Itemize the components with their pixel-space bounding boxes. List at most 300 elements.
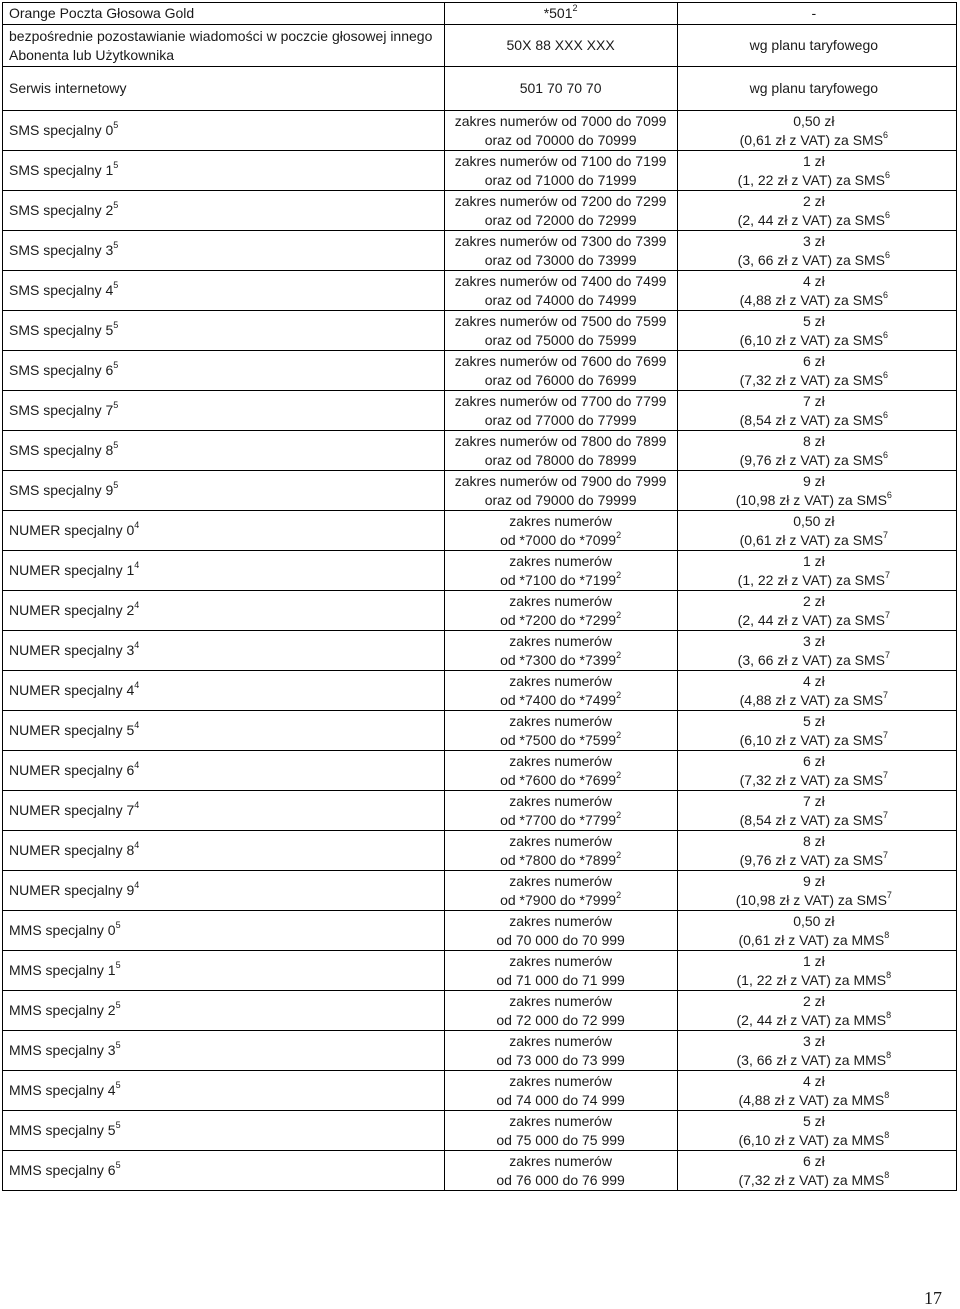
number-range-text: oraz od 78000 do 78999 [484, 451, 637, 468]
table-row [3, 67, 957, 111]
price-gross-line [678, 531, 950, 550]
service-name-cell [3, 431, 445, 471]
price-gross: (1, 22 zł z VAT) za SMS [737, 571, 885, 588]
price-cell [677, 311, 956, 351]
price-gross: (7,32 zł z VAT) za SMS [739, 371, 884, 388]
table-row [3, 791, 957, 831]
pricing-table [2, 2, 957, 1191]
number-range-line2 [451, 891, 671, 910]
table-row [3, 351, 957, 391]
number-range-cell [444, 1111, 677, 1151]
table-row [3, 1111, 957, 1151]
price-cell [677, 951, 956, 991]
price-gross: (3, 66 zł z VAT) za SMS [737, 251, 885, 268]
table-row [3, 551, 957, 591]
footnote-marker: 4 [134, 880, 140, 890]
service-name: NUMER specjalny 5 [9, 722, 135, 738]
price-cell [677, 911, 956, 951]
number-range-text: od *7800 do *7899 [500, 851, 617, 868]
number-range-line1: zakres numerów [509, 1112, 612, 1129]
footnote-marker: 5 [113, 440, 119, 450]
service-name-cell [3, 271, 445, 311]
table-row [3, 391, 957, 431]
price-gross-line [678, 731, 950, 750]
price-gross: (2, 44 zł z VAT) za MMS [736, 1011, 887, 1028]
price-gross-line [678, 371, 950, 390]
footnote-marker: 7 [884, 649, 890, 660]
footnote-marker: 2 [572, 3, 578, 13]
price-cell [677, 111, 956, 151]
number-range-line2 [451, 291, 671, 310]
number-range-text: od *7700 do *7799 [500, 811, 617, 828]
number-range-line2 [451, 1131, 671, 1150]
price-gross: (8,54 zł z VAT) za SMS [739, 811, 884, 828]
table-row [3, 231, 957, 271]
price-gross: (9,76 zł z VAT) za SMS [739, 851, 884, 868]
service-name: NUMER specjalny 7 [9, 802, 135, 818]
price-cell [677, 1111, 956, 1151]
price-net: 5 zł [802, 1112, 825, 1129]
footnote-marker: 5 [113, 280, 119, 290]
table-row [3, 3, 957, 25]
service-name: SMS specjalny 2 [9, 202, 114, 218]
number-range-line1: zakres numerów [509, 1072, 612, 1089]
number-range-line2 [451, 1011, 671, 1030]
number-range-line1: zakres numerów od 7300 do 7399 [454, 232, 667, 249]
price-gross-line [678, 1051, 950, 1070]
footnote-marker: 7 [884, 569, 890, 580]
number-range-cell [444, 631, 677, 671]
price-cell [677, 791, 956, 831]
number-range-line2 [451, 931, 671, 950]
price-gross-line [678, 1131, 950, 1150]
footnote-marker: 6 [884, 249, 890, 260]
price-cell [677, 871, 956, 911]
number-range-cell [444, 311, 677, 351]
number-range-line2 [451, 211, 671, 230]
number-range-line2 [451, 491, 671, 510]
pricing-table-body [3, 3, 957, 1191]
number-range-line2 [451, 651, 671, 670]
number-range-cell [444, 271, 677, 311]
number-range-line2 [451, 371, 671, 390]
price-gross-line [678, 611, 950, 630]
price-gross-line [678, 251, 950, 270]
price-gross: (4,88 zł z VAT) za MMS [738, 1091, 885, 1108]
price-gross-line [678, 571, 950, 590]
footnote-marker: 6 [883, 329, 889, 340]
table-row [3, 831, 957, 871]
number-range-line1: zakres numerów [509, 512, 612, 529]
price-cell [677, 67, 956, 111]
number-range-line1: zakres numerów [509, 1152, 612, 1169]
price-gross-line [678, 131, 950, 150]
table-row [3, 151, 957, 191]
price-net: 2 zł [802, 592, 825, 609]
footnote-marker: 5 [115, 920, 121, 930]
price-net: 1 zł [802, 952, 825, 969]
number-range-text: od *7200 do *7299 [500, 611, 617, 628]
price-cell [677, 1151, 956, 1191]
service-name: MMS specjalny 0 [9, 922, 116, 938]
footnote-marker: 5 [115, 1160, 121, 1170]
footnote-marker: 8 [884, 1089, 890, 1100]
number-range-text: od 72 000 do 72 999 [496, 1011, 625, 1028]
footnote-marker: 4 [134, 600, 140, 610]
footnote-marker: 6 [883, 369, 889, 380]
number-range-cell [444, 511, 677, 551]
price-cell [677, 991, 956, 1031]
price-cell [677, 591, 956, 631]
price-net: 6 zł [802, 752, 825, 769]
price-net: 4 zł [802, 272, 825, 289]
number-range-line2 [451, 331, 671, 350]
footnote-marker: 4 [134, 840, 140, 850]
footnote-marker: 5 [113, 200, 119, 210]
service-name: MMS specjalny 4 [9, 1082, 116, 1098]
number-range-cell [444, 951, 677, 991]
footnote-marker: 2 [616, 769, 622, 780]
footnote-marker: 7 [883, 769, 889, 780]
service-name: bezpośrednie pozostawianie wiadomości w poczcie głosowej innego Abonenta lub Użytkownika [9, 27, 433, 63]
number-range-line1: zakres numerów [509, 792, 612, 809]
number-range-line2 [451, 851, 671, 870]
service-name-cell [3, 151, 445, 191]
footnote-marker: 2 [616, 689, 622, 700]
price-gross: (3, 66 zł z VAT) za SMS [737, 651, 885, 668]
number-range-text: oraz od 73000 do 73999 [484, 251, 637, 268]
number-range-line1: zakres numerów od 7900 do 7999 [454, 472, 667, 489]
price-gross-line [678, 851, 950, 870]
number-cell [444, 3, 677, 25]
number-range-text: od 71 000 do 71 999 [496, 971, 625, 988]
number-range-text: oraz od 77000 do 77999 [484, 411, 637, 428]
table-row [3, 911, 957, 951]
price-gross: (6,10 zł z VAT) za SMS [739, 731, 884, 748]
table-row [3, 991, 957, 1031]
price-net: 0,50 zł [793, 912, 835, 929]
number-range-line1: zakres numerów [509, 872, 612, 889]
price-gross-line [678, 171, 950, 190]
service-name: NUMER specjalny 9 [9, 882, 135, 898]
table-row [3, 751, 957, 791]
price-net: 8 zł [802, 432, 825, 449]
number-range-text: od 75 000 do 75 999 [496, 1131, 625, 1148]
price-gross: (0,61 zł z VAT) za MMS [738, 931, 885, 948]
price-cell [677, 231, 956, 271]
footnote-marker: 6 [884, 169, 890, 180]
number-range-line1: zakres numerów od 7600 do 7699 [454, 352, 667, 369]
price-net: 6 zł [802, 1152, 825, 1169]
price-net: 5 zł [802, 712, 825, 729]
footnote-marker: 4 [134, 560, 140, 570]
footnote-marker: 6 [883, 129, 889, 140]
price-gross: (6,10 zł z VAT) za MMS [738, 1131, 885, 1148]
price-gross-line [678, 891, 950, 910]
price-gross-line [678, 1091, 950, 1110]
service-name-cell [3, 231, 445, 271]
footnote-marker: 4 [134, 800, 140, 810]
footnote-marker: 8 [884, 1129, 890, 1140]
footnote-marker: 2 [616, 889, 622, 900]
service-name: NUMER specjalny 0 [9, 522, 135, 538]
number-range-line1: zakres numerów [509, 1032, 612, 1049]
number-range-line1: zakres numerów [509, 552, 612, 569]
service-name-cell [3, 951, 445, 991]
footnote-marker: 8 [886, 969, 892, 980]
footnote-marker: 7 [886, 889, 892, 900]
number-range-cell [444, 831, 677, 871]
footnote-marker: 8 [886, 1009, 892, 1020]
number-range-cell [444, 911, 677, 951]
number-range-cell [444, 791, 677, 831]
table-row [3, 951, 957, 991]
price-cell [677, 271, 956, 311]
table-row [3, 111, 957, 151]
number-range-cell [444, 151, 677, 191]
price-net: 4 zł [802, 1072, 825, 1089]
price-cell [677, 351, 956, 391]
number-range-cell [444, 1071, 677, 1111]
service-name: NUMER specjalny 2 [9, 602, 135, 618]
service-name-cell [3, 991, 445, 1031]
number-range-text: od 76 000 do 76 999 [496, 1171, 625, 1188]
price-cell [677, 191, 956, 231]
price-gross: (1, 22 zł z VAT) za SMS [737, 171, 885, 188]
number-range-cell [444, 351, 677, 391]
table-row [3, 431, 957, 471]
footnote-marker: 2 [616, 729, 622, 740]
price-net: 9 zł [802, 872, 825, 889]
number-range-line2 [451, 691, 671, 710]
footnote-marker: 5 [113, 360, 119, 370]
number-range-cell [444, 671, 677, 711]
service-number: 501 70 70 70 [519, 80, 602, 96]
price-gross-line [678, 971, 950, 990]
service-name: MMS specjalny 6 [9, 1162, 116, 1178]
table-row [3, 471, 957, 511]
footnote-marker: 2 [616, 849, 622, 860]
service-name-cell [3, 671, 445, 711]
price-gross-line [678, 211, 950, 230]
price-cell [677, 711, 956, 751]
footnote-marker: 5 [113, 160, 119, 170]
price-gross: (3, 66 zł z VAT) za MMS [736, 1051, 887, 1068]
price-cell [677, 471, 956, 511]
price-gross: (2, 44 zł z VAT) za SMS [737, 611, 885, 628]
price-gross-line [678, 331, 950, 350]
price-net: 2 zł [802, 992, 825, 1009]
service-name: Serwis internetowy [9, 80, 127, 96]
service-name-cell [3, 791, 445, 831]
service-name: SMS specjalny 3 [9, 242, 114, 258]
number-range-text: oraz od 75000 do 75999 [484, 331, 637, 348]
number-range-text: od *7900 do *7999 [500, 891, 617, 908]
service-name-cell [3, 631, 445, 671]
service-name: MMS specjalny 1 [9, 962, 116, 978]
service-name-cell [3, 871, 445, 911]
price-cell [677, 431, 956, 471]
number-range-text: od 73 000 do 73 999 [496, 1051, 625, 1068]
number-range-line2 [451, 971, 671, 990]
number-range-line1: zakres numerów [509, 712, 612, 729]
price-gross-line [678, 411, 950, 430]
footnote-marker: 7 [883, 529, 889, 540]
number-range-cell [444, 231, 677, 271]
number-range-text: od 70 000 do 70 999 [496, 931, 625, 948]
price-net: 8 zł [802, 832, 825, 849]
service-name-cell [3, 67, 445, 111]
number-range-text: od *7600 do *7699 [500, 771, 617, 788]
service-name: NUMER specjalny 8 [9, 842, 135, 858]
price-gross: (4,88 zł z VAT) za SMS [739, 291, 884, 308]
footnote-marker: 4 [134, 680, 140, 690]
price-net: 3 zł [802, 232, 825, 249]
footnote-marker: 5 [115, 1040, 121, 1050]
service-name: SMS specjalny 9 [9, 482, 114, 498]
price-gross-line [678, 771, 950, 790]
price-gross: (1, 22 zł z VAT) za MMS [736, 971, 887, 988]
number-range-cell [444, 471, 677, 511]
table-row [3, 671, 957, 711]
number-range-text: oraz od 72000 do 72999 [484, 211, 637, 228]
price-gross-line [678, 1011, 950, 1030]
table-row [3, 271, 957, 311]
footnote-marker: 6 [883, 289, 889, 300]
number-range-cell [444, 551, 677, 591]
number-range-cell [444, 191, 677, 231]
footnote-marker: 7 [883, 849, 889, 860]
footnote-marker: 5 [113, 120, 119, 130]
service-name: SMS specjalny 7 [9, 402, 114, 418]
number-range-line1: zakres numerów [509, 912, 612, 929]
price-cell [677, 1031, 956, 1071]
price-cell [677, 3, 956, 25]
price-gross: (8,54 zł z VAT) za SMS [739, 411, 884, 428]
service-name-cell [3, 751, 445, 791]
footnote-marker: 6 [884, 209, 890, 220]
price-cell [677, 1071, 956, 1111]
service-name: NUMER specjalny 4 [9, 682, 135, 698]
number-range-line1: zakres numerów [509, 632, 612, 649]
footnote-marker: 7 [883, 729, 889, 740]
price-gross: (10,98 zł z VAT) za SMS [735, 891, 887, 908]
footnote-marker: 2 [616, 529, 622, 540]
service-name-cell [3, 1111, 445, 1151]
table-row [3, 711, 957, 751]
number-range-line2 [451, 611, 671, 630]
number-range-text: oraz od 70000 do 70999 [484, 131, 637, 148]
footnote-marker: 8 [884, 1169, 890, 1180]
number-range-text: oraz od 74000 do 74999 [484, 291, 637, 308]
number-range-cell [444, 991, 677, 1031]
price-gross: (7,32 zł z VAT) za SMS [739, 771, 884, 788]
number-range-line1: zakres numerów od 7400 do 7499 [454, 272, 667, 289]
price-net: 7 zł [802, 792, 825, 809]
service-name: SMS specjalny 1 [9, 162, 114, 178]
price-cell [677, 25, 956, 67]
number-range-line1: zakres numerów [509, 992, 612, 1009]
number-range-text: oraz od 79000 do 79999 [484, 491, 637, 508]
price-cell [677, 511, 956, 551]
service-number: *501 [543, 5, 573, 21]
number-range-text: od *7500 do *7599 [500, 731, 617, 748]
price-gross: (9,76 zł z VAT) za SMS [739, 451, 884, 468]
service-name-cell [3, 391, 445, 431]
number-range-line2 [451, 1091, 671, 1110]
footnote-marker: 7 [883, 809, 889, 820]
number-range-line2 [451, 531, 671, 550]
footnote-marker: 5 [113, 240, 119, 250]
service-name-cell [3, 471, 445, 511]
table-row [3, 191, 957, 231]
service-name: NUMER specjalny 6 [9, 762, 135, 778]
service-name-cell [3, 25, 445, 67]
number-range-line2 [451, 811, 671, 830]
service-name-cell [3, 111, 445, 151]
number-range-text: od 74 000 do 74 999 [496, 1091, 625, 1108]
footnote-marker: 5 [115, 960, 121, 970]
number-range-line1: zakres numerów od 7800 do 7899 [454, 432, 667, 449]
price-net: 3 zł [802, 1032, 825, 1049]
price-cell [677, 151, 956, 191]
price-gross-line [678, 291, 950, 310]
service-name-cell [3, 3, 445, 25]
price-gross-line [678, 1171, 950, 1190]
number-range-line1: zakres numerów od 7500 do 7599 [454, 312, 667, 329]
footnote-marker: 5 [113, 320, 119, 330]
service-name: MMS specjalny 5 [9, 1122, 116, 1138]
service-name-cell [3, 1071, 445, 1111]
table-row [3, 311, 957, 351]
footnote-marker: 7 [884, 609, 890, 620]
number-range-text: oraz od 76000 do 76999 [484, 371, 637, 388]
table-row [3, 631, 957, 671]
service-price: - [811, 5, 817, 21]
footnote-marker: 4 [134, 720, 140, 730]
service-name-cell [3, 1031, 445, 1071]
price-gross-line [678, 651, 950, 670]
number-range-cell [444, 591, 677, 631]
service-price: wg planu taryfowego [749, 37, 879, 53]
price-gross-line [678, 451, 950, 470]
price-cell [677, 831, 956, 871]
price-cell [677, 751, 956, 791]
service-name-cell [3, 551, 445, 591]
number-range-cell [444, 871, 677, 911]
price-net: 1 zł [802, 152, 825, 169]
service-name: SMS specjalny 4 [9, 282, 114, 298]
price-gross: (10,98 zł z VAT) za SMS [735, 491, 887, 508]
footnote-marker: 7 [883, 689, 889, 700]
number-range-line1: zakres numerów od 7100 do 7199 [454, 152, 667, 169]
price-gross-line [678, 931, 950, 950]
service-name: NUMER specjalny 3 [9, 642, 135, 658]
price-cell [677, 391, 956, 431]
price-net: 6 zł [802, 352, 825, 369]
price-net: 1 zł [802, 552, 825, 569]
service-name-cell [3, 711, 445, 751]
number-range-cell [444, 391, 677, 431]
table-row [3, 1151, 957, 1191]
footnote-marker: 4 [134, 640, 140, 650]
price-net: 4 zł [802, 672, 825, 689]
price-net: 9 zł [802, 472, 825, 489]
number-range-line2 [451, 571, 671, 590]
service-name-cell [3, 591, 445, 631]
number-range-text: oraz od 71000 do 71999 [484, 171, 637, 188]
table-row [3, 591, 957, 631]
